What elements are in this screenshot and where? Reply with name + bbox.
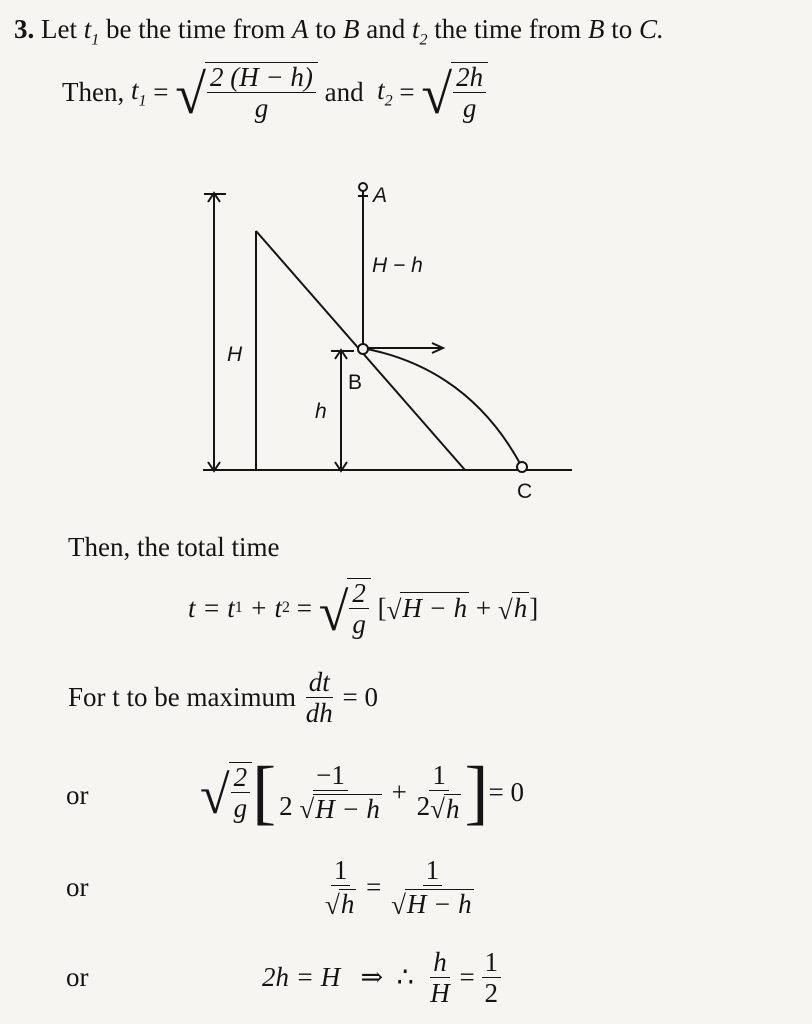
fraction: [414, 761, 465, 824]
var-t2: $t_2$: [377, 74, 393, 110]
text: Let: [41, 14, 77, 44]
denominator: g: [254, 93, 269, 124]
label-B: B: [348, 371, 363, 394]
var-B: B: [342, 14, 360, 44]
label-h: h: [315, 400, 327, 423]
implies-symbol: ⇒: [360, 962, 384, 993]
or-label: or: [66, 962, 89, 992]
total-time-intro: Then, the total time: [68, 532, 280, 562]
label-C: C: [517, 480, 533, 503]
point-C: [517, 462, 527, 472]
text: the time from: [434, 14, 582, 44]
fraction: [303, 668, 336, 728]
or-label: or: [66, 872, 89, 902]
text: and: [366, 14, 406, 44]
numerator: 1: [429, 761, 449, 791]
text: For t to be maximum: [68, 682, 296, 713]
point-A: [359, 183, 367, 191]
text: 2h = H: [262, 962, 341, 993]
denominator: dh: [305, 698, 333, 729]
numerator: 2 (H − h): [207, 63, 316, 93]
denominator: g: [352, 609, 366, 640]
text: = 0: [488, 776, 524, 807]
text: + t: [249, 592, 282, 623]
var-t1: $t_1$: [83, 14, 100, 49]
plus: +: [475, 592, 492, 623]
text: and: [324, 76, 364, 107]
result-equation: [262, 948, 501, 1008]
var-C: C.: [638, 14, 664, 44]
numerator: 1: [331, 856, 351, 886]
denominator: g: [233, 793, 248, 823]
numerator: −1: [313, 761, 348, 791]
fraction: [349, 579, 369, 639]
sqrt-expression: √ H − h: [386, 593, 468, 626]
numerator: dt: [306, 668, 333, 698]
sqrt-expression: √ $\frac{2 (H - h)}{g}$: [175, 62, 318, 123]
numerator: h: [430, 948, 450, 978]
denominator: H: [430, 978, 450, 1009]
label-H: H: [227, 343, 243, 366]
text: = 0: [342, 682, 378, 713]
point-B: [358, 344, 368, 354]
text: Then,: [62, 76, 125, 107]
bracket-open: [: [377, 592, 387, 623]
projectile-trajectory: [367, 349, 522, 467]
denominator: g: [462, 93, 477, 124]
sqrt-expression: √ $\frac{2}{g}$: [200, 762, 252, 823]
numerator: 1: [423, 856, 443, 886]
or-label: or: [66, 780, 89, 810]
fraction: [276, 761, 385, 824]
equals: =: [153, 76, 169, 107]
fraction: [231, 763, 251, 823]
fraction: [322, 856, 359, 919]
sqrt-expression: √ $\frac{2h}{g}$: [421, 62, 488, 123]
sqrt-expression: √ $\frac{2}{g}$: [319, 578, 371, 639]
numerator: 2: [349, 579, 369, 609]
var-t1: $t_1$: [130, 74, 147, 110]
text: be the time from: [106, 14, 286, 44]
maximum-condition: [68, 668, 378, 728]
numerator: 2: [231, 763, 251, 793]
denominator: √ h: [325, 889, 355, 920]
total-time-equation: t = t 1 + t 2 = √ $\frac{2}{g}$ [ √ H − h + √ h ]: [188, 578, 539, 642]
label-H-minus-h: H − h: [372, 254, 423, 277]
bracket-open: [: [252, 752, 277, 832]
fraction: [482, 948, 502, 1008]
label-A: A: [373, 184, 388, 207]
problem-number: 3.: [14, 14, 35, 44]
denominator: 2 √ h: [416, 790, 460, 825]
numerator: 2h: [453, 63, 486, 93]
bracket-close: ]: [464, 752, 489, 832]
text: t = t: [188, 592, 235, 623]
fraction: [388, 856, 477, 919]
equals: =: [366, 871, 382, 902]
equals: =: [296, 592, 312, 623]
equals: =: [459, 962, 475, 993]
derivative-equation: [200, 752, 524, 832]
text: to: [315, 14, 337, 44]
var-t2: $t_2$: [411, 14, 428, 49]
denominator: 2: [484, 978, 499, 1009]
text: to: [611, 14, 633, 44]
plus: +: [391, 776, 407, 807]
bracket-close: ]: [529, 592, 539, 623]
sqrt-expression: √ h: [497, 593, 528, 626]
numerator: 1: [482, 948, 502, 978]
denominator: 2 √ H − h: [279, 790, 380, 825]
therefore-symbol: ∴: [396, 962, 414, 993]
reciprocal-equation: [322, 856, 477, 919]
var-A: A: [291, 14, 309, 44]
equals: =: [399, 76, 415, 107]
fraction: [427, 948, 453, 1008]
denominator: √ H − h: [391, 889, 472, 920]
var-B: B: [587, 14, 605, 44]
